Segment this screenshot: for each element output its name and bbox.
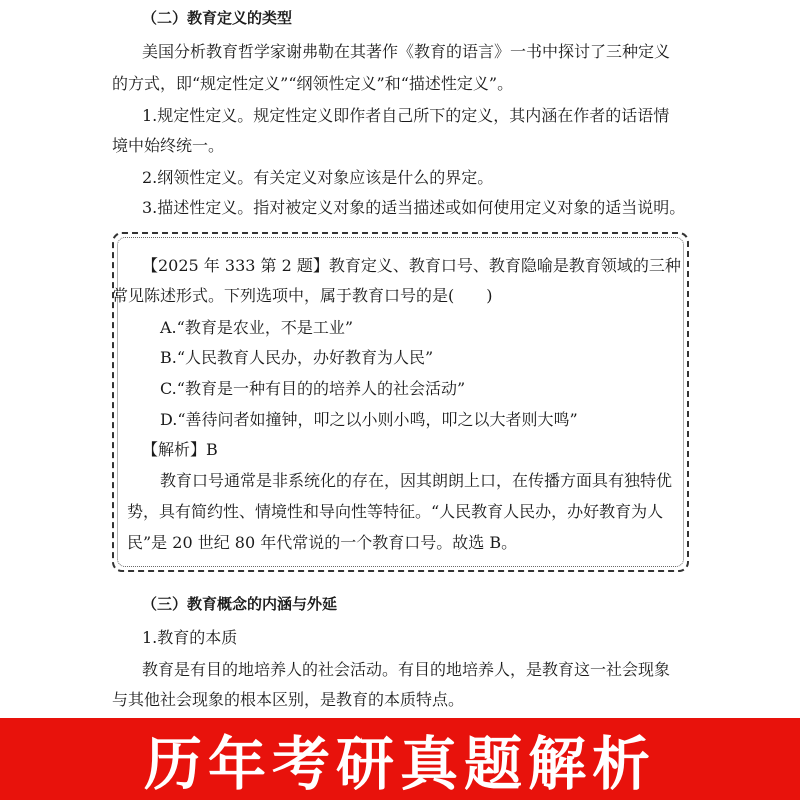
- exam-analysis-line-1: 教育口号通常是非系统化的存在，因其朗朗上口，在传播方面具有独特优: [160, 471, 673, 490]
- paragraph-intro-line-2: 的方式，即“规定性定义”“纲领性定义”和“描述性定义”。: [112, 74, 514, 93]
- paragraph-nature-line-2: 与其他社会现象的根本区别，是教育的本质特点。: [112, 690, 465, 709]
- exam-option-a: A.“教育是农业，不是工业”: [160, 318, 354, 337]
- item-programmatic: 2.纲领性定义。有关定义对象应该是什么的界定。: [142, 168, 494, 187]
- section-heading-concept: （三）教育概念的内涵与外延: [142, 595, 338, 613]
- subheading-nature-of-education: 1.教育的本质: [142, 628, 238, 647]
- banner-title: 历年考研真题解析: [143, 730, 656, 798]
- item-prescriptive-line-1: 1.规定性定义。规定性定义即作者自己所下的定义，其内涵在作者的话语情: [142, 106, 670, 125]
- exam-question-line-1: 【2025 年 333 第 2 题】教育定义、教育口号、教育隐喻是教育领域的三种: [142, 256, 681, 275]
- paragraph-intro-line-1: 美国分析教育哲学家谢弗勒在其著作《教育的语言》一书中探讨了三种定义: [142, 42, 671, 61]
- red-banner: [0, 718, 800, 800]
- exam-analysis-label: 【解析】B: [142, 440, 218, 459]
- exam-option-b: B.“人民教育人民办，办好教育为人民”: [160, 348, 434, 367]
- exam-analysis-line-3: 民”是 20 世纪 80 年代常说的一个教育口号。故选 B。: [127, 533, 518, 552]
- paragraph-nature-line-1: 教育是有目的地培养人的社会活动。有目的地培养人，是教育这一社会现象: [142, 660, 671, 679]
- exam-question-line-2: 常见陈述形式。下列选项中，属于教育口号的是( ): [112, 286, 493, 305]
- item-prescriptive-line-2: 境中始终统一。: [112, 136, 225, 155]
- exam-analysis-line-2: 势，具有简约性、情境性和导向性等特征。“人民教育人民办，办好教育为人: [127, 502, 664, 521]
- exam-option-d: D.“善待问者如撞钟，叩之以小则小鸣，叩之以大者则大鸣”: [160, 410, 578, 429]
- section-heading-definition-types: （二）教育定义的类型: [142, 9, 293, 27]
- item-descriptive: 3.描述性定义。指对被定义对象的适当描述或如何使用定义对象的适当说明。: [142, 198, 686, 217]
- exam-option-c: C.“教育是一种有目的的培养人的社会活动”: [160, 379, 466, 398]
